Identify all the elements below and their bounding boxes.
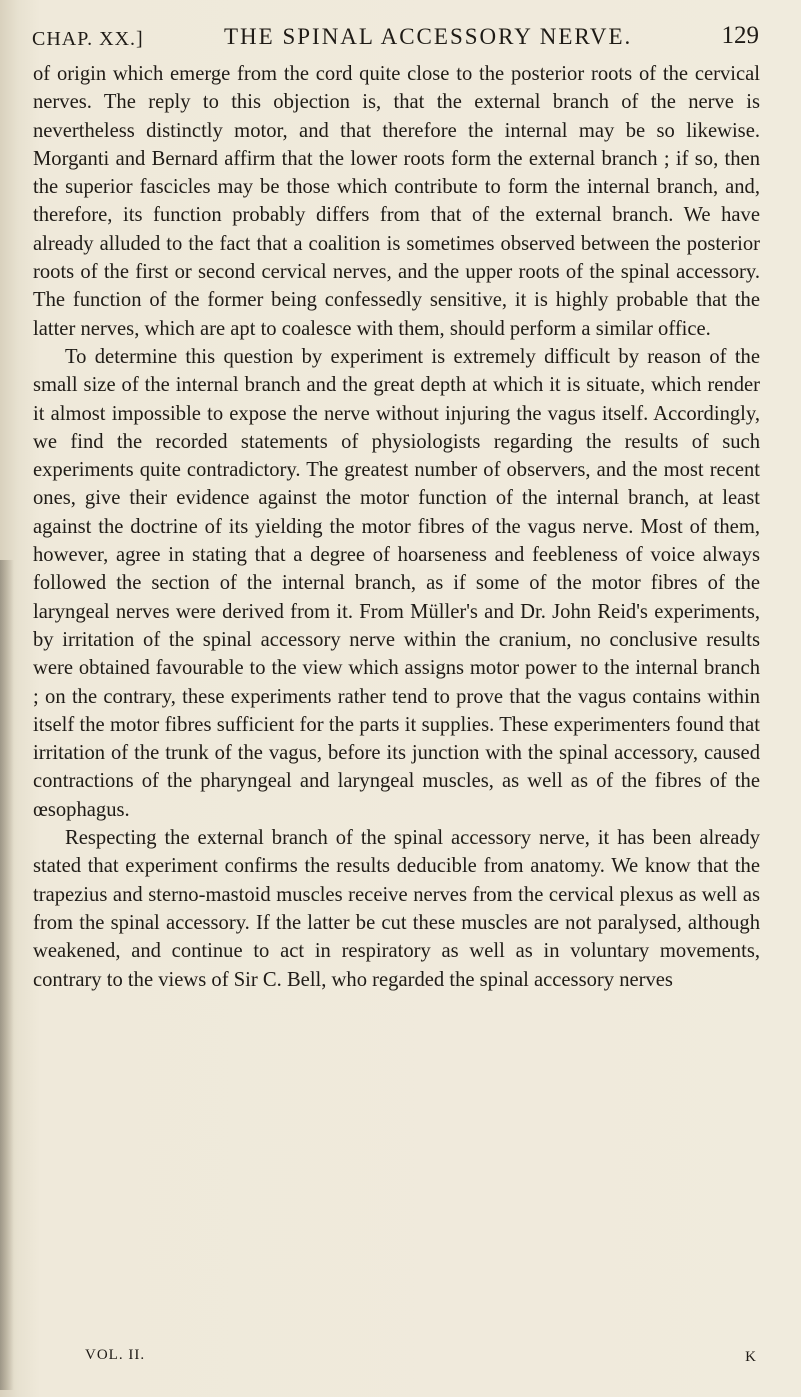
page-edge-shadow [0, 560, 14, 1390]
body-text [33, 60, 760, 994]
paragraph-2: To determine this question by experiment is extremely difficult by reason of the small size of the internal branch and the great depth at which it is situate, which render it almost impossible to expose the nerve without injuring the vagus itself. Accordingly, we find the recorded statements of physiologists regarding the results of such experiments quite contradictory. The greatest number of observers, and the most recent ones, give their evidence against the motor function of the internal branch, at least against the doctrine of its yielding the motor fibres of the vagus nerve. Most of them, however, agree in stating that a degree of hoarseness and feebleness of voice always followed the section of the internal branch, as if some of the motor fibres of the laryngeal nerves were derived from it. From Müller's and Dr. John Reid's experiments, by irritation of the spinal accessory nerve within the cranium, no conclusive results were obtained favourable to the view which assigns motor power to the internal branch ; on the contrary, these experiments rather tend to prove that the vagus contains within itself the motor fibres sufficient for the parts it supplies. These experimenters found that irritation of the trunk of the vagus, before its junction with the spinal accessory, caused contractions of the pharyngeal and laryngeal muscles, as well as of the fibres of the œsophagus. [33, 345, 760, 821]
paragraph-3: Respecting the external branch of the spinal accessory nerve, it has been already stated that experiment confirms the results deducible from anatomy. We know that the trapezius and sterno-mastoid muscles receive nerves from the cervical plexus as well as from the spinal accessory. If the latter be cut these muscles are not paralysed, although weakened, and continue to act in respiratory as well as in voluntary movements, contrary to the views of Sir C. Bell, who regarded the spinal accessory nerves [33, 827, 760, 991]
volume-label: VOL. II. [85, 1347, 146, 1363]
running-header [32, 22, 759, 56]
chapter-label: CHAP. XX.] [32, 28, 144, 50]
signature-mark: K [745, 1349, 757, 1365]
paragraph-1: of origin which emerge from the cord quite close to the posterior roots of the cervical nerves. The reply to this objection is, that the external branch of the nerve is nevertheless distinctly motor, and that therefore the internal may be so likewise. Morganti and Bernard affirm that the lower roots form the external branch ; if so, then the superior fascicles may be those which contribute to form the internal branch, and, therefore, its function probably differs from that of the external branch. We have already alluded to the fact that a coalition is sometimes observed between the posterior roots of the first or second cervical nerves, and the upper roots of the spinal accessory. The function of the former being confessedly sensitive, it is highly probable that the latter nerves, which are apt to coalesce with them, should perform a similar office. [33, 63, 760, 340]
page-number: 129 [721, 22, 759, 49]
page-footer [85, 1347, 757, 1373]
running-title: THE SPINAL ACCESSORY NERVE. [224, 24, 633, 49]
